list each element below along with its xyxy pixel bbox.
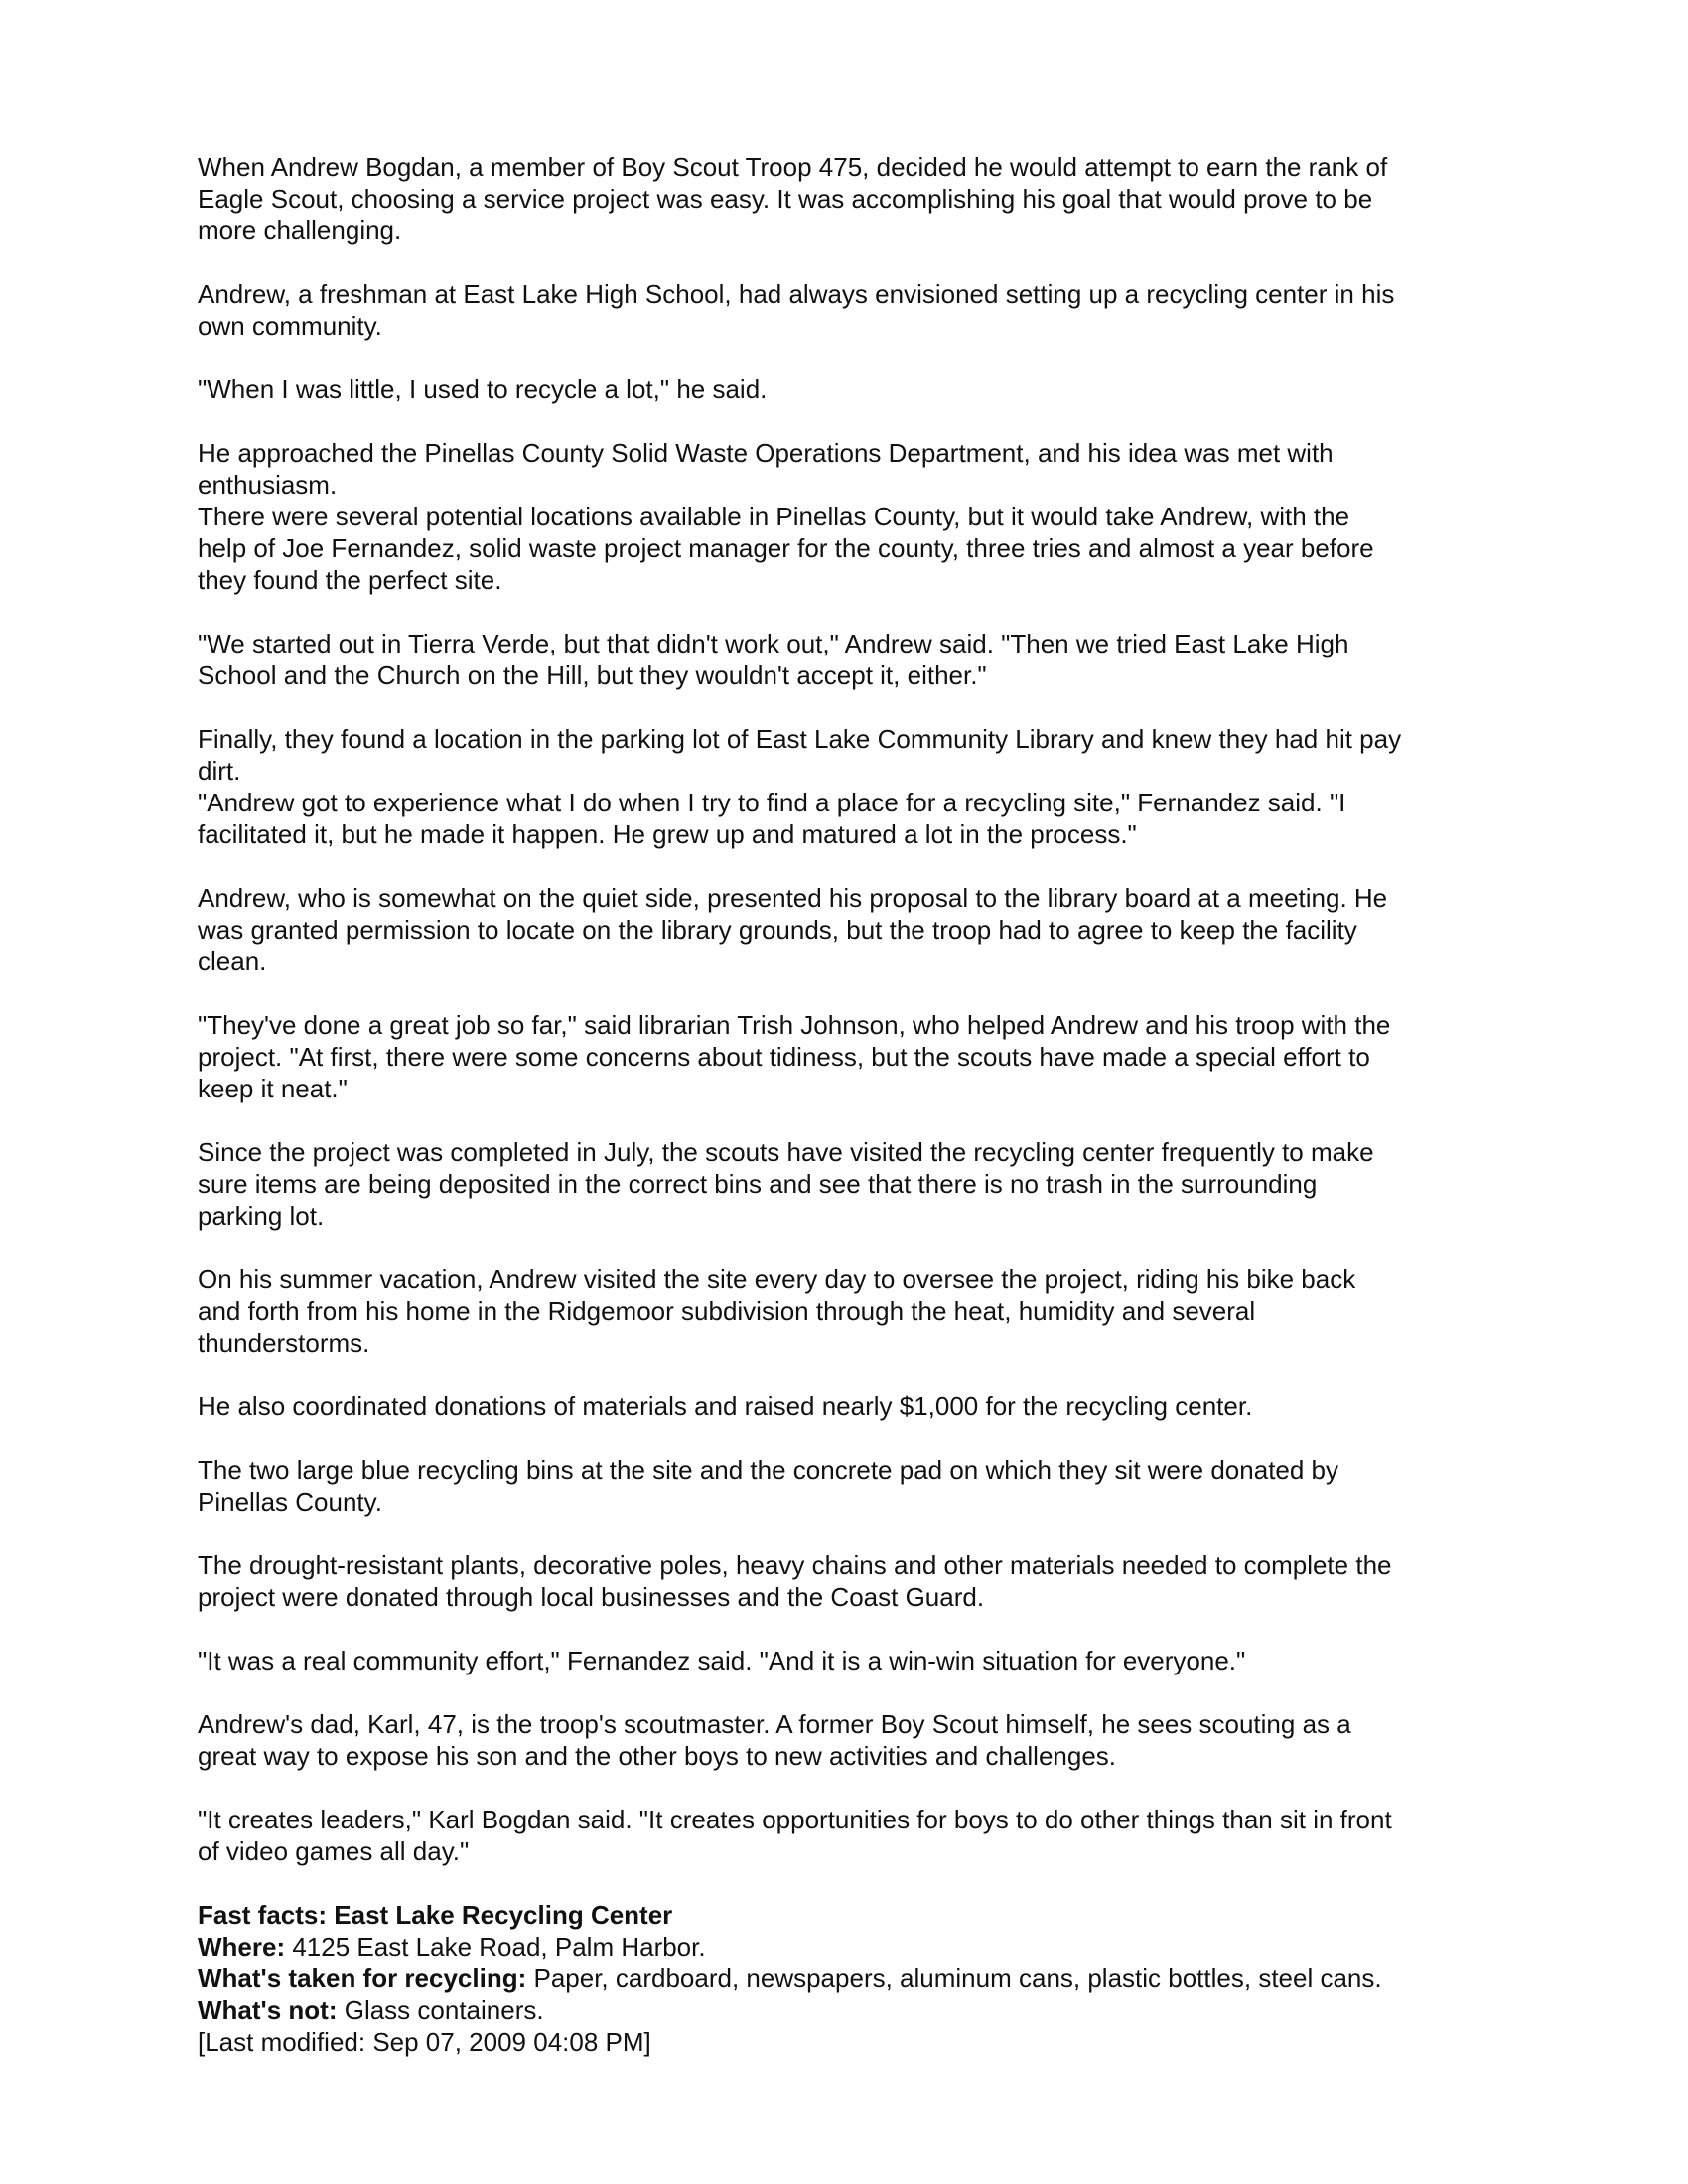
- not-value: Glass containers.: [337, 1995, 544, 2025]
- text-line: "Andrew got to experience what I do when I try to find a place for a recycling site," Fernandez said. "I: [198, 788, 1346, 817]
- text-line: "When I was little, I used to recycle a lot," he said.: [198, 374, 768, 404]
- paragraph: [198, 1263, 1498, 1359]
- text-line: more challenging.: [198, 216, 402, 245]
- paragraph: [198, 723, 1498, 787]
- fast-facts-taken: [198, 1963, 1498, 1994]
- text-line: Andrew's dad, Karl, 47, is the troop's scoutmaster. A former Boy Scout himself, he sees scouting as a: [198, 1709, 1351, 1739]
- text-line: clean.: [198, 946, 267, 976]
- paragraph: [198, 1804, 1498, 1867]
- text-line: "They've done a great job so far," said librarian Trish Johnson, who helped Andrew and his troop with the: [198, 1010, 1391, 1040]
- text-line: Since the project was completed in July, the scouts have visited the recycling center frequently to make: [198, 1137, 1374, 1167]
- paragraph: [198, 1549, 1498, 1613]
- text-line: and forth from his home in the Ridgemoor subdivision through the heat, humidity and several: [198, 1296, 1256, 1326]
- paragraph: [198, 787, 1498, 850]
- paragraph: [198, 1136, 1498, 1232]
- text-line: Andrew, who is somewhat on the quiet side, presented his proposal to the library board at a meeting. He: [198, 883, 1388, 913]
- where-label: Where:: [198, 1932, 286, 1962]
- text-line: He also coordinated donations of materials and raised nearly $1,000 for the recycling center.: [198, 1391, 1253, 1421]
- paragraph: [198, 1708, 1498, 1772]
- paragraph: [198, 278, 1498, 342]
- text-line: When Andrew Bogdan, a member of Boy Scout Troop 475, decided he would attempt to earn the rank of: [198, 152, 1388, 182]
- paragraph: [198, 501, 1498, 596]
- text-line: help of Joe Fernandez, solid waste project manager for the county, three tries and almost a year before: [198, 533, 1374, 563]
- fast-facts-where: [198, 1931, 1498, 1963]
- text-line: Eagle Scout, choosing a service project was easy. It was accomplishing his goal that would prove to be: [198, 184, 1373, 214]
- document-page: [198, 151, 1498, 2058]
- paragraph: [198, 1009, 1498, 1104]
- article-body: [198, 151, 1498, 1867]
- not-label: What's not:: [198, 1995, 338, 2025]
- paragraph: [198, 151, 1498, 246]
- text-line: The drought-resistant plants, decorative poles, heavy chains and other materials needed to complete the: [198, 1550, 1392, 1580]
- text-line: facilitated it, but he made it happen. He grew up and matured a lot in the process.": [198, 819, 1137, 849]
- text-line: enthusiasm.: [198, 470, 338, 500]
- text-line: keep it neat.": [198, 1074, 348, 1103]
- text-line: Finally, they found a location in the parking lot of East Lake Community Library and knew they had hit pay: [198, 724, 1402, 754]
- paragraph: [198, 437, 1498, 501]
- text-line: parking lot.: [198, 1201, 325, 1231]
- text-line: own community.: [198, 311, 382, 341]
- text-line: School and the Church on the Hill, but they wouldn't accept it, either.": [198, 660, 987, 690]
- paragraph: [198, 373, 1498, 405]
- text-line: Andrew, a freshman at East Lake High School, had always envisioned setting up a recycling center in his: [198, 279, 1395, 309]
- text-line: Pinellas County.: [198, 1487, 382, 1517]
- text-line: He approached the Pinellas County Solid Waste Operations Department, and his idea was met with: [198, 438, 1334, 468]
- text-line: project were donated through local businesses and the Coast Guard.: [198, 1582, 985, 1612]
- text-line: The two large blue recycling bins at the site and the concrete pad on which they sit were donated by: [198, 1455, 1339, 1485]
- text-line: project. "At first, there were some concerns about tidiness, but the scouts have made a special effort to: [198, 1042, 1370, 1072]
- text-line: dirt.: [198, 756, 241, 786]
- text-line: great way to expose his son and the other boys to new activities and challenges.: [198, 1741, 1117, 1771]
- text-line: "It was a real community effort," Fernandez said. "And it is a win-win situation for everyone.": [198, 1646, 1246, 1675]
- last-modified: [Last modified: Sep 07, 2009 04:08 PM]: [198, 2027, 651, 2057]
- taken-label: What's taken for recycling:: [198, 1964, 527, 1993]
- text-line: sure items are being deposited in the correct bins and see that there is no trash in the surrounding: [198, 1169, 1318, 1199]
- taken-value: Paper, cardboard, newspapers, aluminum cans, plastic bottles, steel cans.: [526, 1964, 1382, 1993]
- text-line: of video games all day.": [198, 1836, 470, 1866]
- text-line: "We started out in Tierra Verde, but that didn't work out," Andrew said. "Then we tried East Lake High: [198, 629, 1349, 658]
- text-line: On his summer vacation, Andrew visited the site every day to oversee the project, riding his bike back: [198, 1264, 1356, 1294]
- text-line: they found the perfect site.: [198, 565, 502, 595]
- paragraph: [198, 1645, 1498, 1676]
- paragraph: [198, 1390, 1498, 1422]
- paragraph: [198, 628, 1498, 691]
- text-line: was granted permission to locate on the library grounds, but the troop had to agree to keep the facility: [198, 915, 1357, 945]
- text-line: thunderstorms.: [198, 1328, 370, 1358]
- fast-facts-heading: Fast facts: East Lake Recycling Center: [198, 1900, 673, 1930]
- text-line: There were several potential locations available in Pinellas County, but it would take Andrew, with the: [198, 502, 1350, 531]
- text-line: "It creates leaders," Karl Bogdan said. "It creates opportunities for boys to do other things than sit in front: [198, 1805, 1392, 1834]
- fast-facts-box: [198, 1899, 1498, 2058]
- fast-facts-not: [198, 1994, 1498, 2026]
- paragraph: [198, 1454, 1498, 1518]
- paragraph: [198, 882, 1498, 977]
- where-value: 4125 East Lake Road, Palm Harbor.: [285, 1932, 706, 1962]
